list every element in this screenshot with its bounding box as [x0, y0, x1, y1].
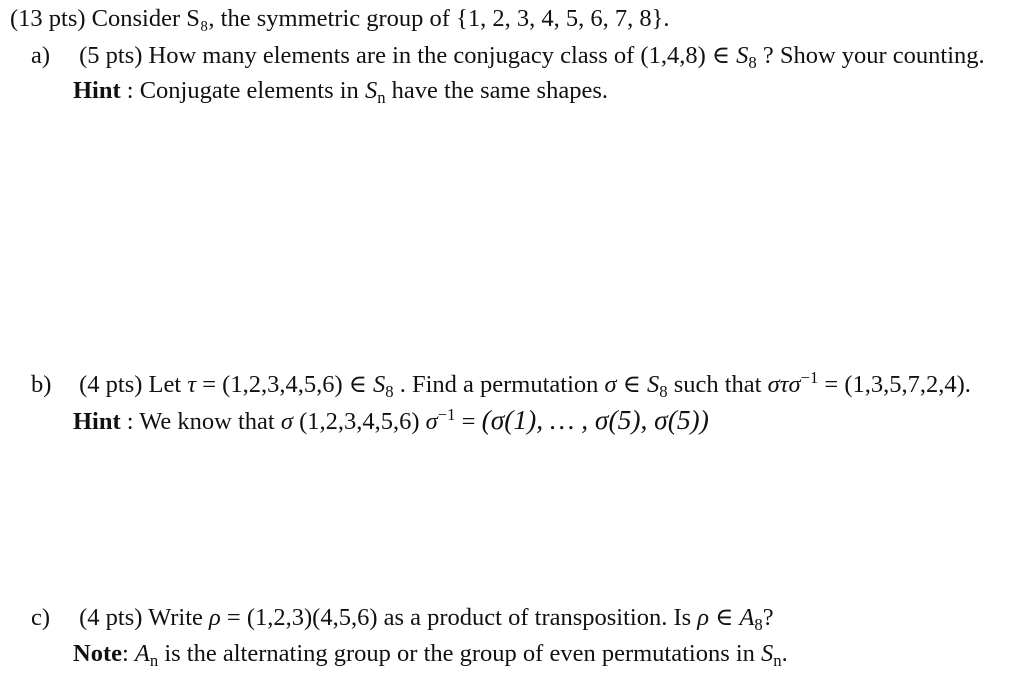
part-b-result: = (1,3,5,7,2,4).	[824, 371, 971, 398]
hint-sigma-symbol: σ	[280, 408, 293, 435]
note-symmetric-symbol: S	[761, 640, 774, 667]
part-b-membership: ∈	[622, 371, 648, 398]
symmetric-group-symbol: S	[736, 42, 749, 69]
part-c-prompt-mid: = (1,2,3)(4,5,6) as a product of transposition. Is	[226, 604, 698, 631]
part-c-note: Note: An is the alternating group or the group of even permutations in Sn.	[73, 640, 788, 670]
hint-inverse-exponent: −1	[437, 404, 456, 424]
hint-equals: =	[461, 408, 482, 435]
part-b-question	[31, 367, 971, 402]
part-c-question	[31, 603, 774, 635]
part-c-note-label: Note	[73, 640, 122, 667]
rho-question-symbol: ρ	[697, 604, 710, 631]
part-a-question	[31, 41, 985, 73]
alternating-group-symbol: A	[739, 604, 755, 631]
inverse-exponent: −1	[800, 367, 819, 387]
part-a-hint-group-symbol: S	[364, 77, 378, 104]
hint-result: (σ(1), … , σ(5), σ(5))	[481, 405, 709, 435]
part-a-label: a)	[31, 42, 51, 69]
part-a-hint-label: Hint	[73, 77, 121, 104]
note-alternating-subscript: n	[149, 650, 159, 670]
alternating-group-subscript: 8	[754, 614, 763, 634]
part-c-question-mark: ?	[762, 604, 774, 631]
part-c-label: c)	[31, 604, 51, 631]
part-b-hint-before: : We know that	[126, 408, 281, 435]
note-alternating-symbol: A	[134, 640, 150, 667]
sigma-symbol: σ	[604, 371, 617, 398]
part-a-hint-before: : Conjugate elements in	[126, 77, 365, 104]
part-b-such-that: such that	[673, 371, 768, 398]
part-b-prompt-find: . Find a permutation	[399, 371, 605, 398]
hint-sigma-inverse-symbol: σ	[425, 408, 438, 435]
part-c-prompt-start: (4 pts) Write	[79, 604, 210, 631]
tau-symbol: τ	[187, 371, 197, 398]
part-b-prompt-start: (4 pts) Let	[79, 371, 188, 398]
part-b-hint	[73, 405, 709, 439]
part-b-prompt-mid: = (1,2,3,4,5,6) ∈	[202, 371, 373, 398]
hint-cycle: (1,2,3,4,5,6)	[299, 408, 420, 435]
problem-intro	[10, 4, 669, 34]
symmetric-group-subscript: 8	[748, 52, 757, 72]
part-c-note-middle: is the alternating group or the group of even permutations in	[164, 640, 762, 667]
part-a-prompt-after: ? Show your counting.	[762, 42, 985, 69]
part-b-sigma-group-subscript: 8	[659, 381, 668, 401]
part-b-hint-label: Hint	[73, 408, 121, 435]
part-b-group-symbol: S	[373, 371, 386, 398]
part-a-hint-subscript: n	[377, 87, 386, 107]
part-a-prompt-before: (5 pts) How many elements are in the conjugacy class of (1,4,8) ∈	[79, 42, 737, 69]
part-a-hint	[73, 76, 608, 108]
part-c-note-end: .	[781, 640, 788, 667]
part-b-group-subscript: 8	[385, 381, 394, 401]
note-symmetric-subscript: n	[773, 650, 782, 670]
problem-intro-text: (13 pts) Consider S₈, the symmetric group of {1, 2, 3, 4, 5, 6, 7, 8}.	[10, 5, 670, 32]
part-a-hint-after: have the same shapes.	[391, 77, 608, 104]
part-b-label: b)	[31, 371, 52, 398]
part-c-membership: ∈	[715, 604, 740, 631]
part-b-sigma-group-symbol: S	[647, 371, 660, 398]
conjugate-expression: στσ	[767, 371, 801, 398]
rho-symbol: ρ	[209, 604, 221, 631]
